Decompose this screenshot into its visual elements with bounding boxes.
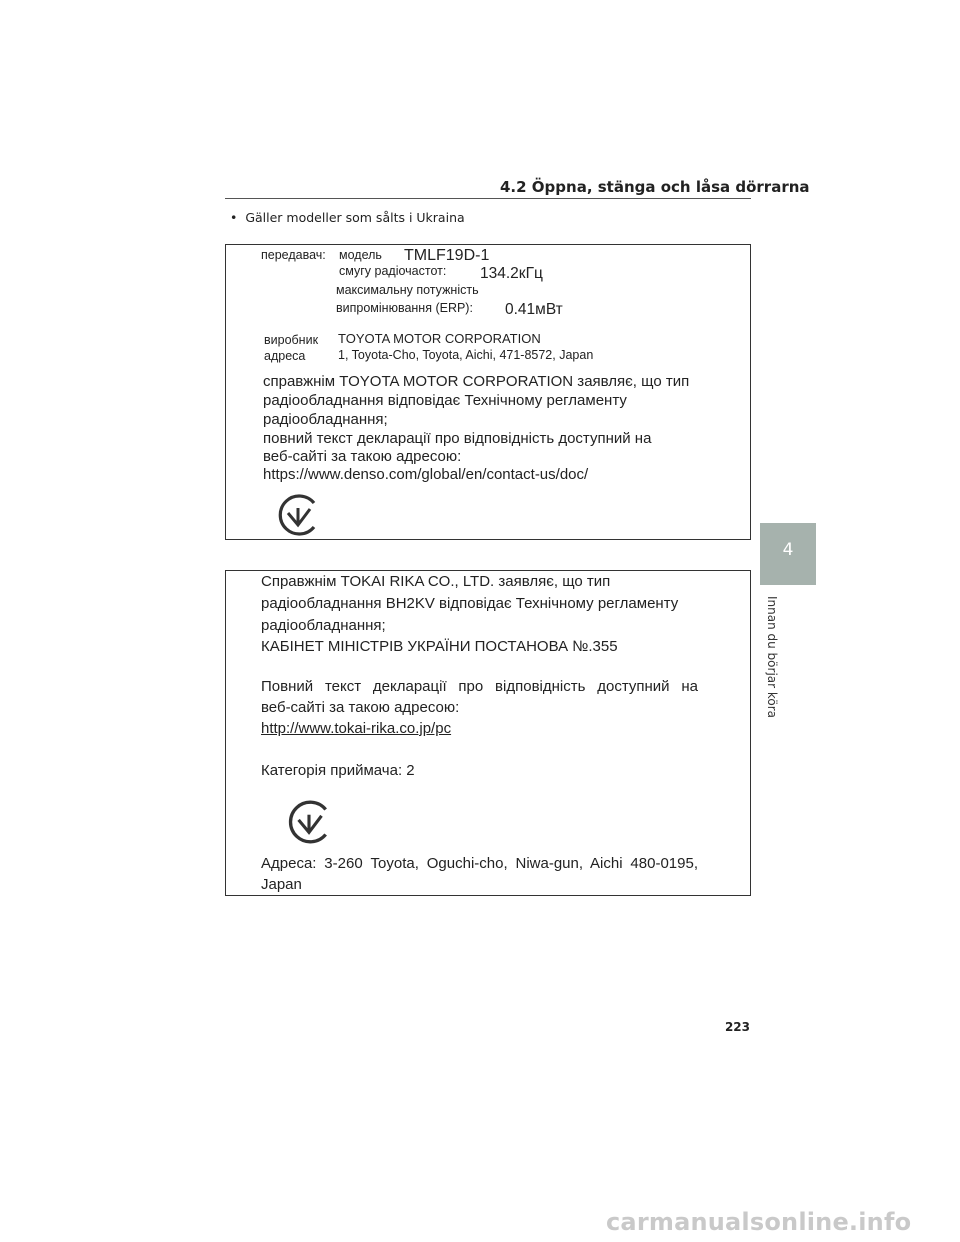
ukrsepro-mark-icon [274, 491, 322, 539]
declaration-url: https://www.denso.com/global/en/contact-us/doc/ [263, 466, 589, 483]
tokai-line-3: радіообладнання; [261, 617, 386, 634]
address-label: адреса [264, 349, 306, 363]
tokai-line-1: Справжнім TOKAI RIKA CO., LTD. заявляє, що тип [261, 573, 611, 590]
freq-label: смугу радіочастот: [339, 264, 447, 278]
declaration-line-5: веб-сайті за такою адресою: [263, 448, 462, 465]
website-line: веб-сайті за такою адресою: [261, 699, 460, 716]
fulltext-line: Повний текст декларації про відповідність доступний на [261, 678, 698, 695]
power-label-line1: максимальну потужність [336, 283, 479, 297]
declaration-line-3: радіообладнання; [263, 411, 388, 428]
declaration-line-4: повний текст декларації про відповідність доступний на [263, 430, 652, 447]
declaration-line-2: радіообладнання відповідає Технічному регламенту [263, 392, 627, 409]
model-value: TMLF19D-1 [404, 247, 490, 264]
certification-label-denso [225, 244, 751, 540]
chapter-number: 4 [782, 540, 794, 560]
freq-value: 134.2кГц [480, 265, 543, 282]
certification-label-tokai-rika [225, 570, 751, 896]
chapter-label-text: Innan du börjar köra [765, 596, 779, 719]
declaration-line-1: справжнім TOYOTA MOTOR CORPORATION заявляє, що тип [263, 373, 690, 390]
tokai-line-2: радіообладнання BH2KV відповідає Технічному регламенту [261, 595, 679, 612]
bullet-note: • Gäller modeller som sålts i Ukraina [230, 210, 465, 225]
tokai-address-line2: Japan [261, 876, 302, 893]
bullet-text: Gäller modeller som sålts i Ukraina [245, 210, 465, 225]
ukrsepro-mark-icon [284, 797, 334, 847]
tokai-line-4: КАБІНЕТ МІНІСТРІВ УКРАЇНИ ПОСТАНОВА №.355 [261, 638, 618, 655]
chapter-label [761, 596, 781, 719]
watermark: carmanualsonline.info [606, 1208, 912, 1236]
address-value: 1, Toyota-Cho, Toyota, Aichi, 471-8572, Japan [338, 348, 594, 362]
maker-label: виробник [264, 333, 319, 347]
receiver-category: Категорія приймача: 2 [261, 762, 415, 779]
power-label-line2: випромінювання (ERP): [336, 301, 473, 315]
maker-value: TOYOTA MOTOR CORPORATION [338, 331, 541, 346]
transmitter-label: передавач: [261, 248, 326, 262]
tokai-address-line1: Адреса: 3-260 Toyota, Oguchi-cho, Niwa-gun, Aichi 480-0195, [261, 855, 698, 872]
model-label: модель [339, 248, 382, 262]
tokai-link[interactable]: http://www.tokai-rika.co.jp/pc [261, 720, 452, 737]
section-title: 4.2 Öppna, stänga och låsa dörrarna [500, 178, 810, 196]
page-number: 223 [724, 1020, 750, 1034]
header-rule [225, 198, 751, 199]
power-value: 0.41мВт [505, 301, 563, 318]
